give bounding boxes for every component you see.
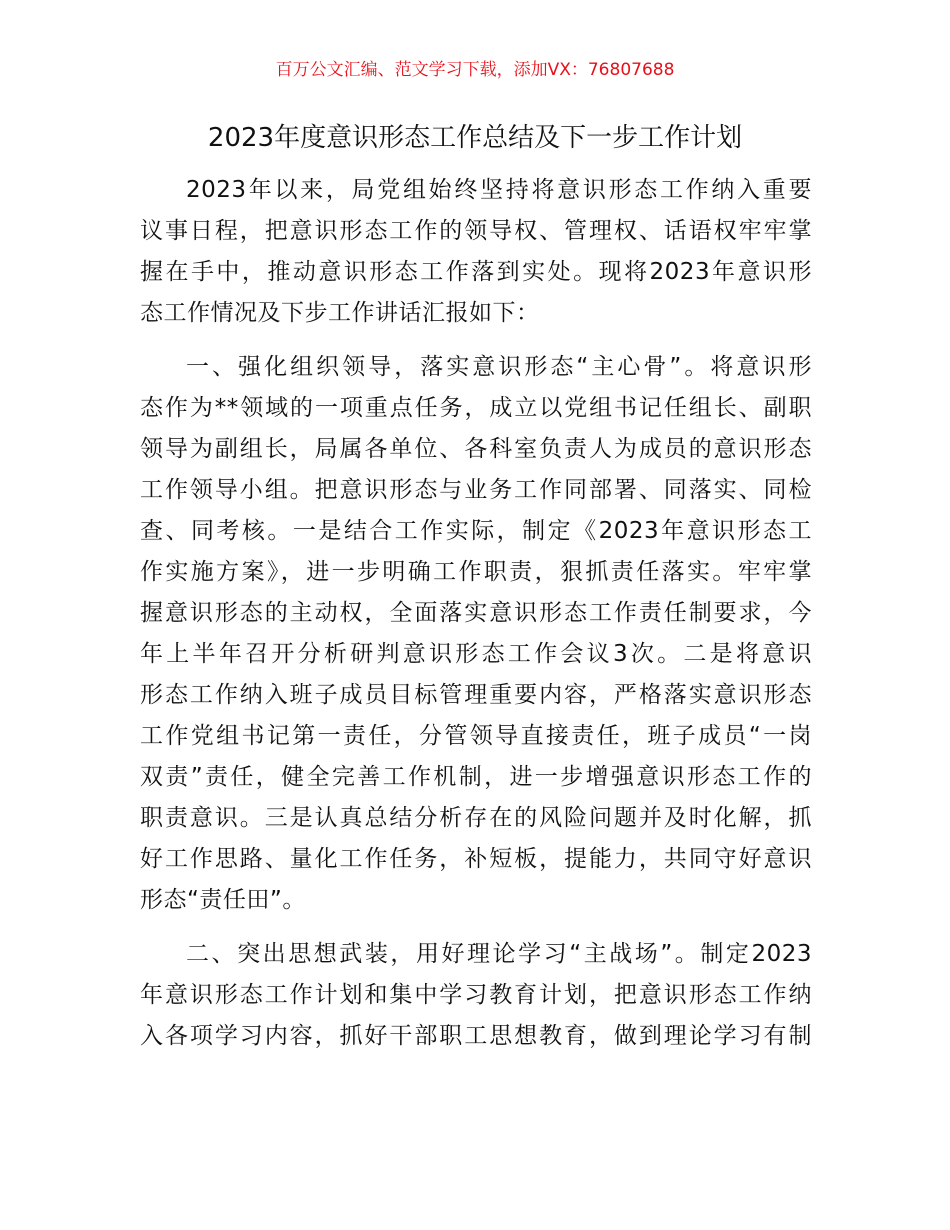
document-body <box>140 170 812 1070</box>
watermark-header: 百万公文汇编、范文学习下载，添加VX：76807688 <box>275 60 675 80</box>
text-line: 职责意识。三是认真总结分析存在的风险问题并及时化解，抓 <box>140 805 812 831</box>
text-line: 形态工作纳入班子成员目标管理重要内容，严格落实意识形态 <box>140 682 812 708</box>
text-line: 年意识形态工作计划和集中学习教育计划，把意识形态工作纳 <box>140 982 812 1008</box>
text-line: 形态“责任田”。 <box>140 887 306 913</box>
text-line: 双责”责任，健全完善工作机制，进一步增强意识形态工作的 <box>140 764 812 790</box>
text-line: 二、突出思想武装，用好理论学习“主战场”。制定2023 <box>186 941 812 967</box>
text-line: 2023年以来，局党组始终坚持将意识形态工作纳入重要 <box>186 177 812 203</box>
paragraph-section-1 <box>140 347 812 921</box>
text-line: 领导为副组长，局属各单位、各科室负责人为成员的意识形态 <box>140 436 812 462</box>
text-line: 入各项学习内容，抓好干部职工思想教育，做到理论学习有制 <box>140 1023 812 1049</box>
paragraph-intro <box>140 170 812 334</box>
text-line: 查、同考核。一是结合工作实际，制定《2023年意识形态工 <box>140 518 812 544</box>
text-line: 握意识形态的主动权，全面落实意识形态工作责任制要求，今 <box>140 600 812 626</box>
text-line: 一、强化组织领导，落实意识形态“主心骨”。将意识形 <box>186 354 812 380</box>
text-line: 好工作思路、量化工作任务，补短板，提能力，共同守好意识 <box>140 846 812 872</box>
document-title: 2023年度意识形态工作总结及下一步工作计划 <box>207 123 743 153</box>
text-line: 年上半年召开分析研判意识形态工作会议3次。二是将意识 <box>140 641 812 667</box>
text-line: 态作为**领域的一项重点任务，成立以党组书记任组长、副职 <box>140 395 812 421</box>
text-line: 握在手中，推动意识形态工作落到实处。现将2023年意识形 <box>140 259 812 285</box>
text-line: 议事日程，把意识形态工作的领导权、管理权、话语权牢牢掌 <box>140 218 812 244</box>
text-line: 态工作情况及下步工作讲话汇报如下： <box>140 300 540 326</box>
paragraph-section-2 <box>140 934 812 1057</box>
text-line: 作实施方案》，进一步明确工作职责，狠抓责任落实。牢牢掌 <box>140 559 812 585</box>
text-line: 工作党组书记第一责任，分管领导直接责任，班子成员“一岗 <box>140 723 812 749</box>
text-line: 工作领导小组。把意识形态与业务工作同部署、同落实、同检 <box>140 477 812 503</box>
